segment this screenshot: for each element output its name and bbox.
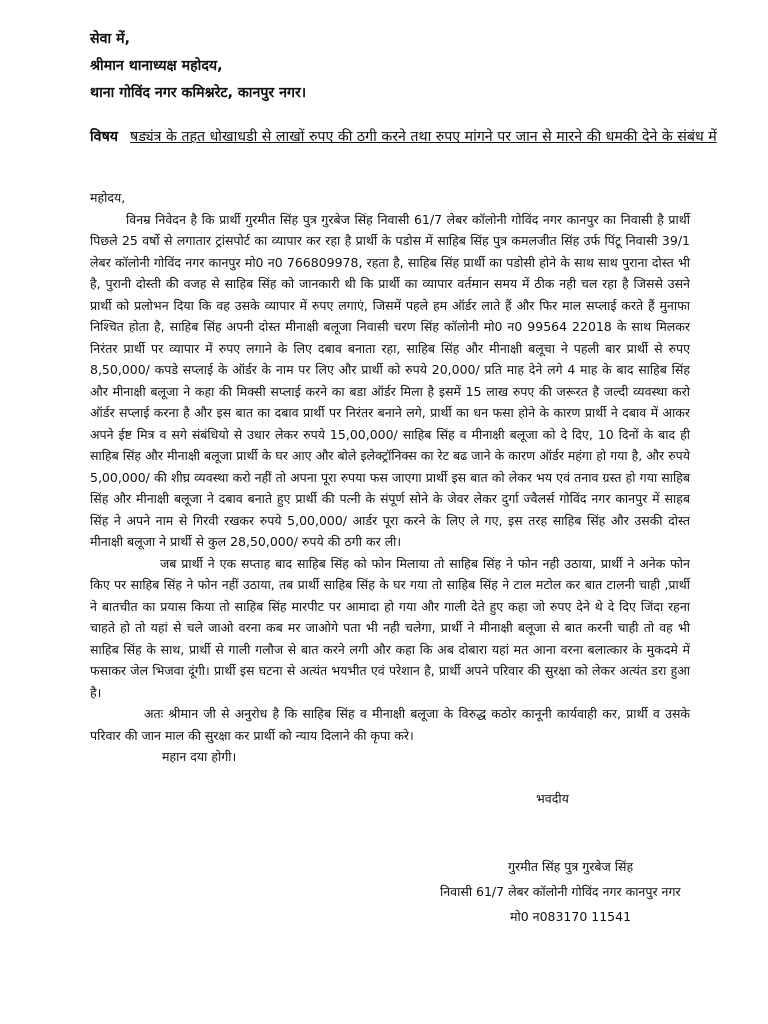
closing-line: महान दया होगी। [162,749,237,764]
sender-block [440,854,740,929]
sender-mobile: मो0 न083170 11541 [510,909,632,924]
subject-line [90,125,732,149]
subject-text: षड्यंत्र के तहत धोखाधडी से लाखों रुपए की ठगी करने तथा रुपए मांगने पर जान से मारने की धमकी देने के संबंध में [130,129,717,145]
sign-off: भवदीय [536,791,569,806]
sender-name: गुरमीत सिंह पुत्र गुरबेज सिंह [508,859,634,874]
subject-label: विषय [90,129,118,145]
recipient-line-1: सेवा में, [90,31,130,47]
body-paragraph-1: विनम्र निवेदन है कि प्रार्थी गुरमीत सिंह पुत्र गुरबेज सिंह निवासी 61/7 लेबर कॉलोनी गोविंद नगर कानपुर का निवासी है प्रार्थी पिछले 25 वर्षो से लगातार ट्रांसपोर्ट का व्यापार कर रहा है प्रार्थी के पडोस में साहिब सिंह पुत्र कमलजीत सिंह उर्फ पिंटू निवासी 39/1 लेबर कॉलोनी गोविंद नगर कानपुर मो0 न0 766809978, रहता है, साहिब सिंह प्रार्थी का पडोसी होने के साथ साथ पुराना दोस्त भी है, पुरानी दोस्ती की वजह से साहिब सिंह को जानकारी थी कि प्रार्थी का व्यापार वर्तमान समय में ठीक नही चल रहा है जिससे उसने प्रार्थी को प्रलोभन दिया कि वह उसके व्यापार में रुपए लगाएं, जिसमें पहले हम ऑर्डर लाते हैं और फिर माल सप्लाई करते हैं मुनाफा निश्चित होता है, साहिब सिंह अपनी दोस्त मीनाक्षी बलूजा निवासी चरण सिंह कॉलोनी मो0 न0 99564 22018 के साथ मिलकर निरंतर प्रार्थी पर व्यापार में रुपए लगाने के लिए दबाव बनाता रहा, साहिब सिंह और मीनाक्षी बलूचा ने पहली बार प्रार्थी से रुपए 8,50,000/ कपडे सप्लाई के ऑर्डर के नाम पर लिए और प्रार्थी को रुपये 20,000/ प्रति माह देने लगे 4 माह के बाद साहिब सिंह और मीनाक्षी बलूजा ने कहा की मिक्सी सप्लाई करने का बडा ऑर्डर मिला है इसमें 15 लाख रुपए की जरूरत है जल्दी व्यवस्था करो ऑर्डर सप्लाई करना है और इस बात का दबाव प्रार्थी पर निरंतर बनाने लगे, प्रार्थी का धन फसा होने के कारण प्रार्थी ने दबाव में आकर अपने ईष्ट मित्र व सगे संबंधियो से उधार लेकर रुपये 15,00,000/ साहिब सिंह व मीनाक्षी बलूजा को दे दिए, 10 दिनों के बाद ही साहिब सिंह और मीनाक्षी बलूजा प्रार्थी के घर आए और बोले इलेक्ट्रॉनिक्स का रेट बढ जाने के कारण ऑर्डर महंगा हो गया है, और रुपये 5,00,000/ की शीघ्र व्यवस्था करो नहीं तो अपना पूरा रुपया फस जाएगा प्रार्थी इस बात को लेकर भय एवं तनाव ग्रस्त हो गया साहिब सिंह और मीनाक्षी बलूजा ने दबाव बनाते हुए प्रार्थी की पत्नी के संपूर्ण सोने के जेवर लेकर दुर्गा ज्वैलर्स गोविंद नगर कानपुर में साहब सिंह ने अपने नाम से गिरवी रखकर रुपये 5,00,000/ आर्डर पूरा करने के लिए ले गए, इस तरह साहिब सिंह और उसकी दोस्त मीनाक्षी बलूजा ने प्रार्थी से कुल 28,50,000/ रुपये की ठगी कर ली। [90,211,690,549]
recipient-address [90,26,306,107]
body-paragraph-2: जब प्रार्थी ने एक सप्ताह बाद साहिब सिंह को फोन मिलाया तो साहिब सिंह ने फोन नही उठाया, प्रार्थी ने अनेक फोन किए पर साहिब सिंह ने फोन नहीं उठाया, तब प्रार्थी साहिब सिंह के घर गया तो साहिब सिंह ने टाल मटोल कर बात टालनी चाही ,प्रार्थी ने बातचीत का प्रयास किया तो साहिब सिंह मारपीट पर आमादा हो गया और गाली देते हुए कहा जो रुपए देने थे दे दिए जिंदा रहना चाहते हो तो यहां से चले जाओ वरना कब मर जाओगे पता भी नही चलेगा, प्रार्थी ने मीनाक्षी बलूजा से बात करनी चाही तो वह भी साहिब सिंह के साथ, प्रार्थी से गाली गलौज से बात करने लगी और कहा कि अब दोबारा यहां मत आना वरना बलात्कार के मुकदमे में फसाकर जेल भिजवा दूंगी। प्रार्थी इस घटना से अत्यंत भयभीत एवं परेशान है, प्रार्थी अपने परिवार की सुरक्षा को लेकर अत्यंत डरा हुआ है। [90,555,690,700]
salutation: महोदय, [90,190,126,205]
letter-body [90,187,690,768]
recipient-line-2: श्रीमान थानाध्यक्ष महोदय, [90,58,223,74]
body-paragraph-3: अतः श्रीमान जी से अनुरोध है कि साहिब सिंह व मीनाक्षी बलूजा के विरुद्ध कठोर कानूनी कार्यवाही कर, प्रार्थी व उसके परिवार की जान माल की सुरक्षा कर प्रार्थी को न्याय दिलाने की कृपा करे। [90,706,690,743]
sender-address: निवासी 61/7 लेबर कॉलोनी गोविंद नगर कानपुर नगर [440,884,681,899]
recipient-line-3: थाना गोविंद नगर कमिश्नरेट, कानपुर नगर। [90,85,307,101]
